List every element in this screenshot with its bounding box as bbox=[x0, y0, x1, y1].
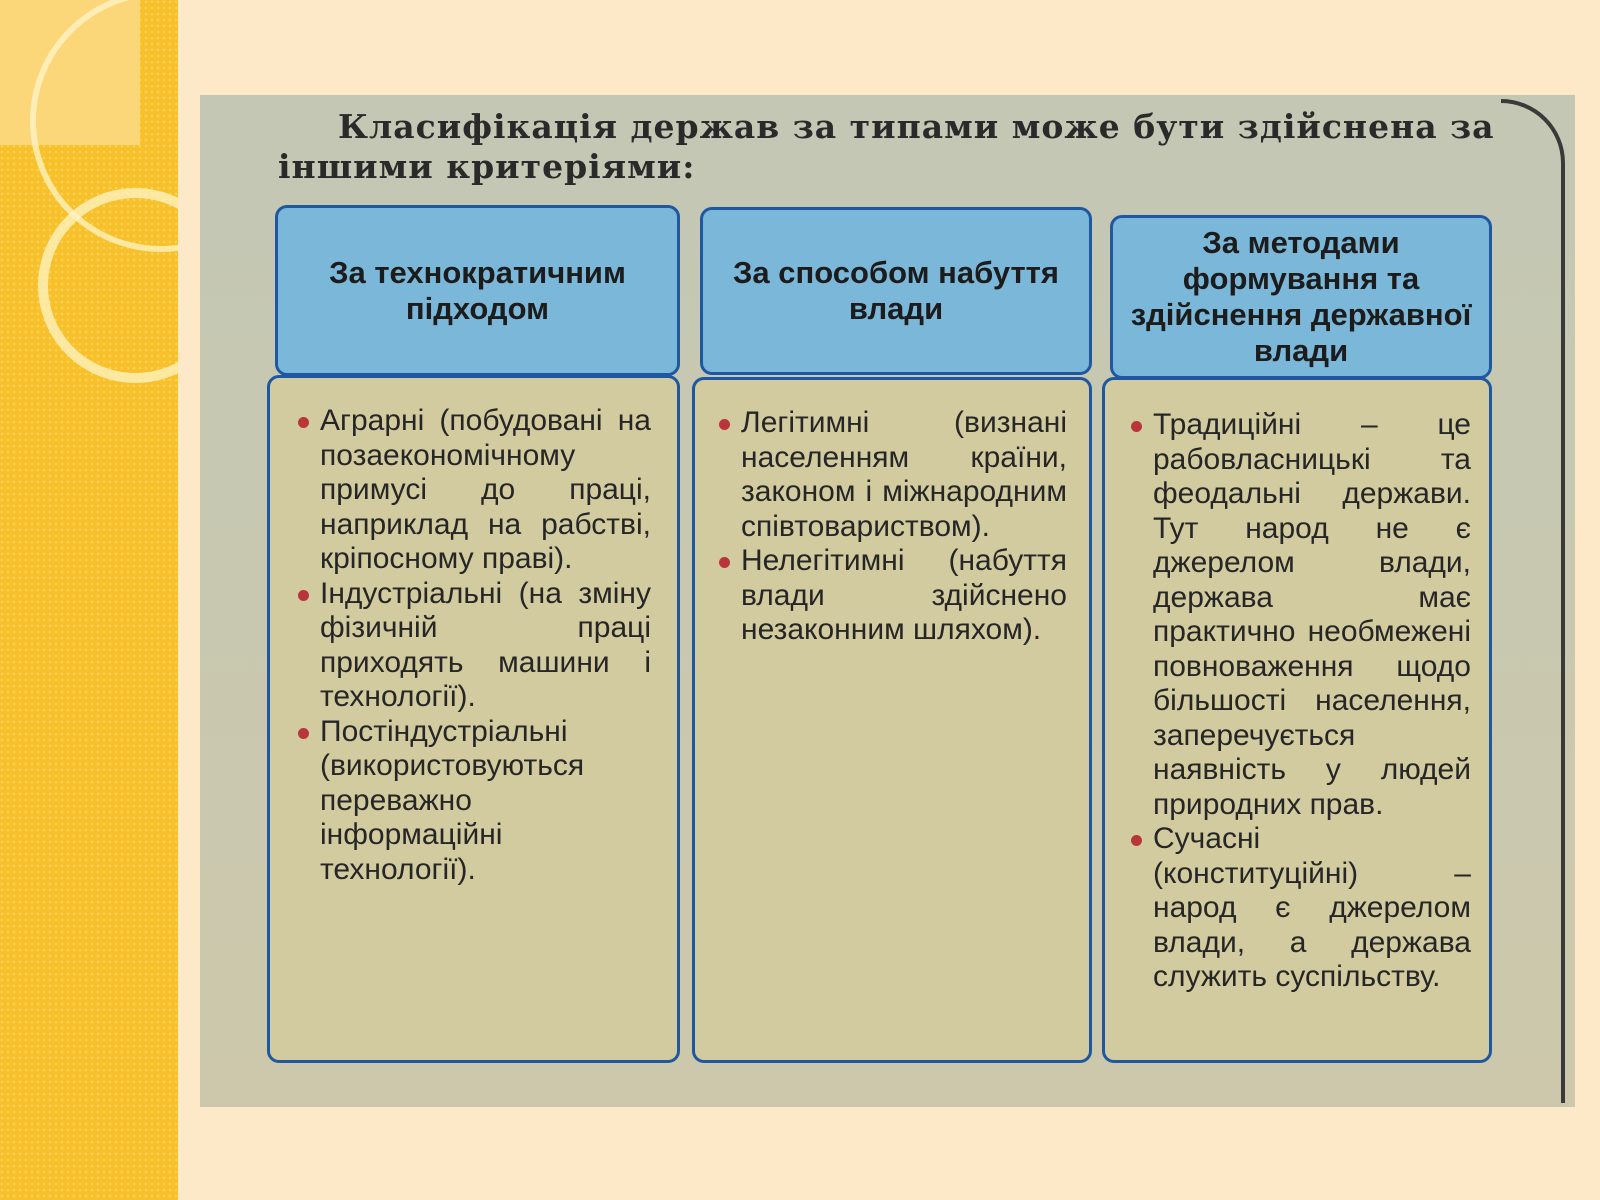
column-title: За технократичним підходом bbox=[329, 254, 626, 326]
column-body bbox=[267, 375, 680, 1063]
intro-line-1: Класифікація держав за типами може бути здійснена за bbox=[338, 107, 1495, 146]
list-item: Нелегітимні (набуття влади здійснено незаконним шляхом). bbox=[719, 544, 1067, 648]
column-header bbox=[700, 207, 1092, 375]
column-title: За методами формування та здійснення державної влади bbox=[1130, 225, 1472, 368]
intro-text bbox=[278, 107, 1498, 187]
column-technocratic bbox=[275, 205, 680, 1063]
list-item: Сучасні (конституційні) – народ є джерелом влади, а держава служить суспільству. bbox=[1131, 822, 1471, 995]
column-header bbox=[1110, 215, 1492, 379]
column-body bbox=[1102, 377, 1492, 1063]
decorative-side-stripe bbox=[0, 0, 178, 1200]
list-item: Легітимні (визнані населенням країни, законом і міжнародним співтовариством). bbox=[719, 406, 1067, 544]
list-item: Постіндустріальні (використовуються переважно інформаційні технології). bbox=[298, 715, 651, 888]
column-power-methods bbox=[1110, 215, 1492, 1063]
column-body bbox=[692, 377, 1092, 1063]
list-item: Аграрні (побудовані на позаекономічному примусі до праці, наприклад на рабстві, кріпосному праві). bbox=[298, 404, 651, 577]
list-item: Індустріальні (на зміну фізичній праці приходять машини і технології). bbox=[298, 577, 651, 715]
bullet-list bbox=[719, 406, 1067, 648]
decorative-ring-small bbox=[38, 188, 178, 383]
list-item: Традиційні – це рабовласницькі та феодальні держави. Тут народ не є джерелом влади, держава має практично необмежені повноваження щодо більшості населення, заперечується наявність у людей природних прав. bbox=[1131, 408, 1471, 822]
bullet-list bbox=[1131, 408, 1471, 995]
textbook-photo bbox=[200, 95, 1575, 1107]
bullet-list bbox=[298, 404, 651, 887]
page-edge bbox=[1501, 99, 1565, 1103]
intro-line-2: іншими критеріями: bbox=[278, 147, 696, 186]
column-title: За способом набуття влади bbox=[733, 255, 1059, 326]
column-header bbox=[275, 205, 680, 376]
column-power-acquisition bbox=[700, 207, 1092, 1063]
